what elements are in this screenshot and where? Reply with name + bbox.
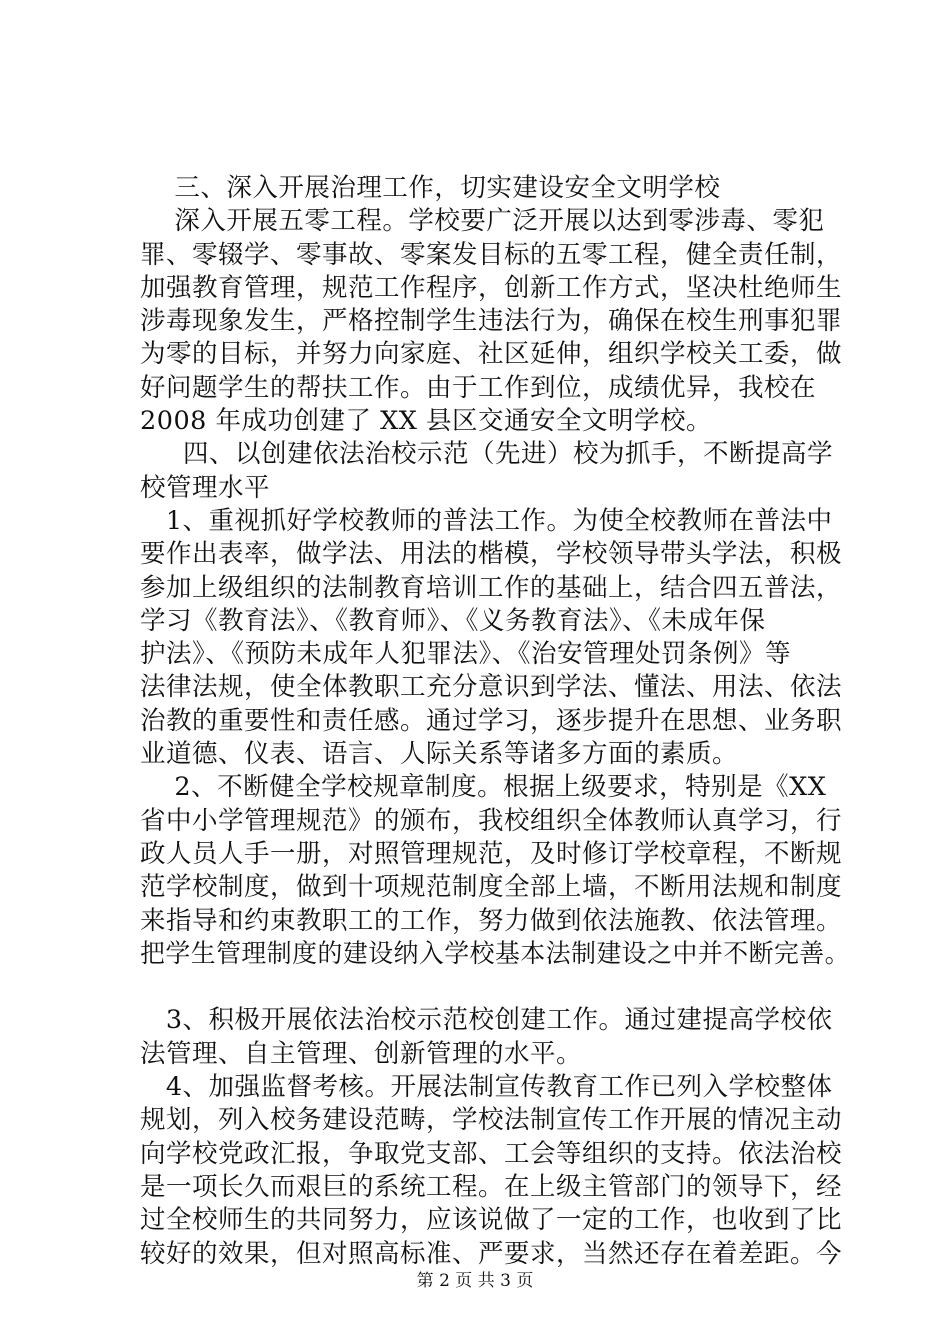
text-line: 参加上级组织的法制教育培训工作的基础上，结合四五普法，	[140, 572, 843, 603]
text-line: 学习《教育法》、《教育师》、《义务教育法》、《未成年保	[140, 605, 766, 636]
text-line: 好问题学生的帮扶工作。由于工作到位，成绩优异，我校在	[140, 372, 817, 403]
text-line: 来指导和约束教职工的工作，努力做到依法施教、依法管理。	[140, 905, 843, 936]
text-line: 护法》、《预防未成年人犯罪法》、《治安管理处罚条例》等	[140, 639, 792, 670]
text-line: 把学生管理制度的建设纳入学校基本法制建设之中并不断完善。	[140, 938, 851, 969]
text-line: 较好的效果，但对照高标准、严要求，当然还存在着差距。今	[140, 1238, 843, 1269]
text-line: 业道德、仪表、语言、人际关系等诸多方面的素质。	[140, 739, 739, 770]
text-line: 3、积极开展依法治校示范校创建工作。通过建提高学校依	[140, 1005, 833, 1036]
page-footer: 第 2 页 共 3 页	[416, 1271, 534, 1291]
blank-line	[140, 971, 845, 1004]
text-line: 2、不断健全学校规章制度。根据上级要求，特别是《XX	[140, 772, 827, 803]
text-line: 校管理水平	[140, 472, 271, 503]
text-line: 罪、零辍学、零事故、零案发目标的五零工程，健全责任制，	[140, 239, 843, 270]
text-line: 规划，列入校务建设范畴，学校法制宣传工作开展的情况主动	[140, 1105, 843, 1136]
text-line: 深入开展五零工程。学校要广泛开展以达到零涉毒、零犯	[140, 206, 825, 237]
text-line: 4、加强监督考核。开展法制宣传教育工作已列入学校整体	[140, 1072, 833, 1103]
text-line: 涉毒现象发生，严格控制学生违法行为，确保在校生刑事犯罪	[140, 306, 843, 337]
text-line: 三、深入开展治理工作，切实建设安全文明学校	[140, 173, 721, 203]
text-line: 范学校制度，做到十项规范制度全部上墙，不断用法规和制度	[140, 872, 843, 903]
text-line: 2008 年成功创建了 XX 县区交通安全文明学校。	[140, 406, 713, 437]
text-line: 过全校师生的共同努力，应该说做了一定的工作，也收到了比	[140, 1205, 843, 1236]
text-line: 政人员人手一册，对照管理规范，及时修订学校章程，不断规	[140, 838, 843, 869]
text-line: 四、以创建依法治校示范（先进）校为抓手，不断提高学	[140, 439, 834, 470]
text-line: 治教的重要性和责任感。通过学习，逐步提升在思想、业务职	[140, 705, 843, 736]
text-line: 法管理、自主管理、创新管理的水平。	[140, 1038, 583, 1069]
text-line: 1、重视抓好学校教师的普法工作。为使全校教师在普法中	[140, 505, 833, 536]
document-body	[140, 172, 851, 1271]
text-line: 向学校党政汇报，争取党支部、工会等组织的支持。依法治校	[140, 1138, 843, 1169]
text-line: 为零的目标，并努力向家庭、社区延伸，组织学校关工委，做	[140, 339, 843, 370]
text-line: 要作出表率，做学法、用法的楷模，学校领导带头学法，积极	[140, 539, 843, 570]
text-line: 省中小学管理规范》的颁布，我校组织全体教师认真学习，行	[140, 805, 843, 836]
text-line: 加强教育管理，规范工作程序，创新工作方式，坚决杜绝师生	[140, 272, 843, 303]
text-line: 法律法规，使全体教职工充分意识到学法、懂法、用法、依法	[140, 672, 843, 703]
text-line: 是一项长久而艰巨的系统工程。在上级主管部门的领导下，经	[140, 1171, 843, 1202]
